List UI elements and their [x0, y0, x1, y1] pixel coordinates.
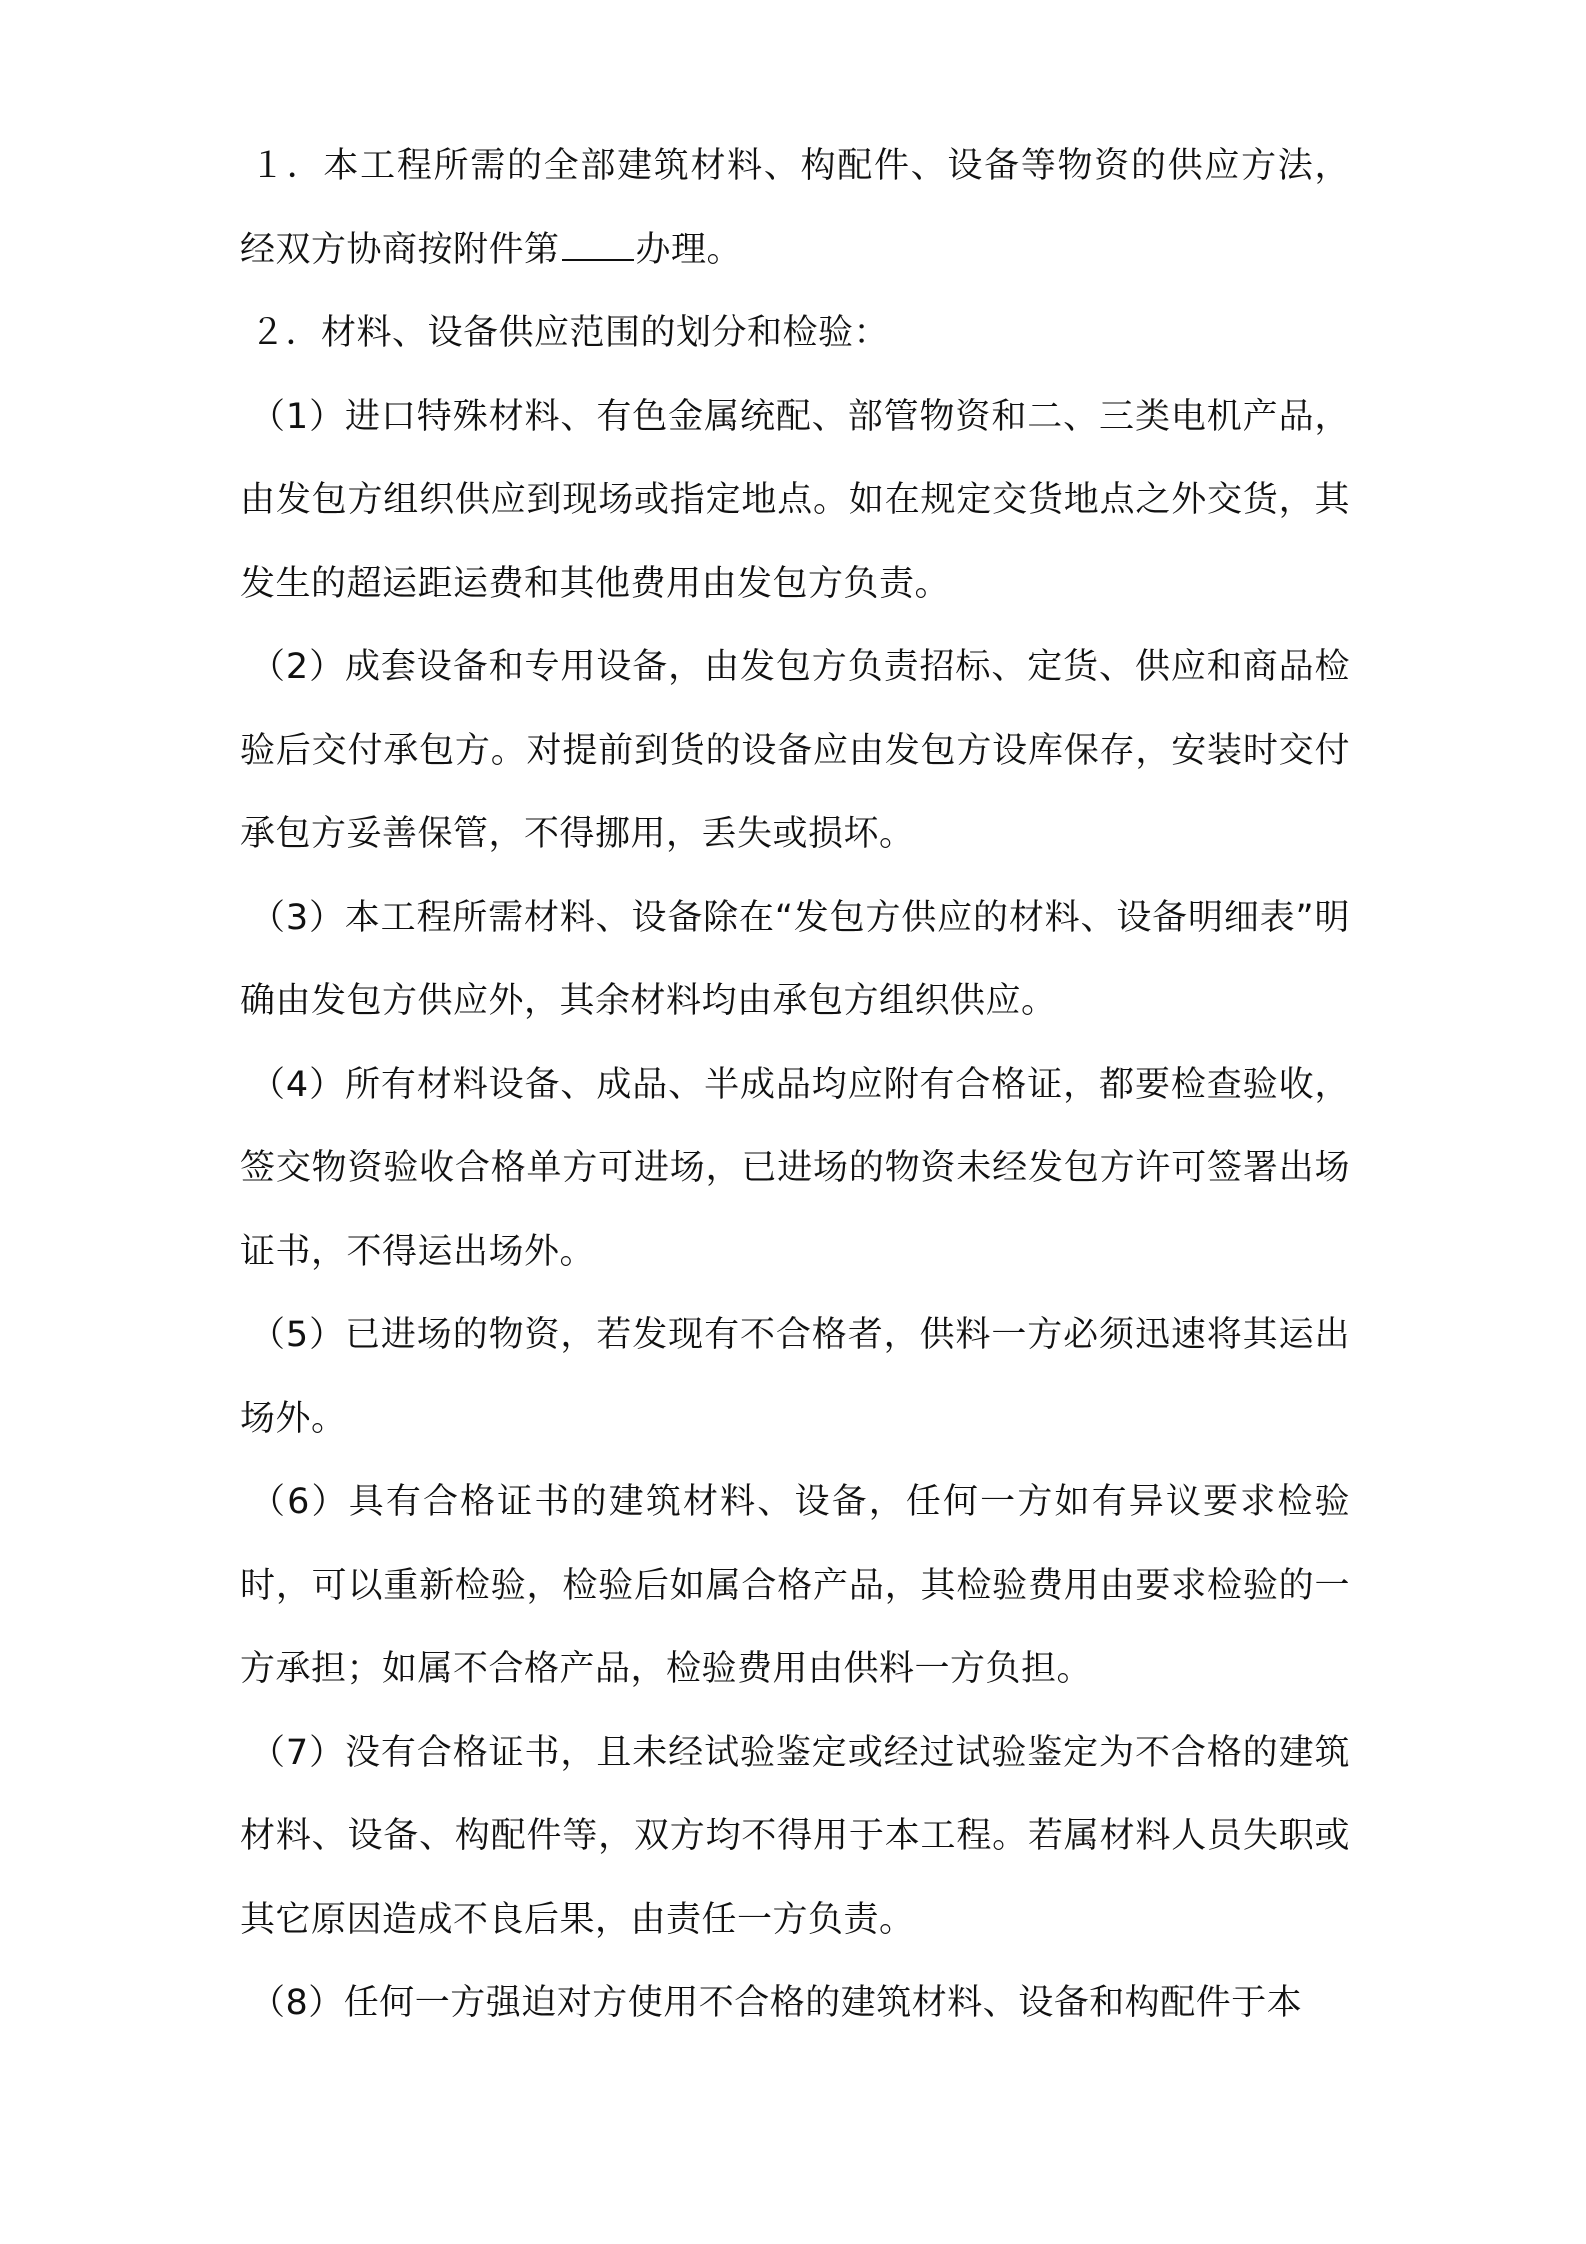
paragraph-supply-scope-heading: ２．材料、设备供应范围的划分和检验： [250, 313, 890, 353]
paragraph-supply-method [240, 125, 1350, 292]
paragraph-text: １．本工程所需的全部建筑材料、构配件、设备等物资的供应方法，经双方协商按附件第 [240, 146, 1350, 270]
paragraph-item-8: （8）任何一方强迫对方使用不合格的建筑材料、设备和构配件于本 [250, 1983, 1303, 2023]
paragraph-item-7: （7）没有合格证书，且未经试验鉴定或经过试验鉴定为不合格的建筑材料、设备、构配件等，双方均不得用于本工程。若属材料人员失职或其它原因造成不良后果，由责任一方负责。 [240, 1732, 1350, 1940]
paragraph-item-1: （1）进口特殊材料、有色金属统配、部管物资和二、三类电机产品，由发包方组织供应到现场或指定地点。如在规定交货地点之外交货，其发生的超运距运费和其他费用由发包方负责。 [240, 396, 1350, 604]
document-body [240, 125, 1350, 2046]
paragraph-item-5: （5）已进场的物资，若发现有不合格者，供料一方必须迅速将其运出场外。 [240, 1315, 1350, 1439]
paragraph-text-end: 办理。 [635, 229, 743, 270]
paragraph-item-2: （2）成套设备和专用设备，由发包方负责招标、定货、供应和商品检验后交付承包方。对提前到货的设备应由发包方设库保存，安装时交付承包方妥善保管，不得挪用，丢失或损坏。 [240, 647, 1350, 854]
paragraph-item-6: （6）具有合格证书的建筑材料、设备，任何一方如有异议要求检验时，可以重新检验，检验后如属合格产品，其检验费用由要求检验的一方承担；如属不合格产品，检验费用由供料一方负担。 [240, 1482, 1350, 1689]
paragraph-item-3: （3）本工程所需材料、设备除在“发包方供应的材料、设备明细表”明确由发包方供应外，其余材料均由承包方组织供应。 [240, 897, 1350, 1021]
paragraph-item-4: （4）所有材料设备、成品、半成品均应附有合格证，都要检查验收，签交物资验收合格单方可进场，已进场的物资未经发包方许可签署出场证书，不得运出场外。 [240, 1064, 1350, 1272]
fill-in-blank [562, 229, 634, 261]
